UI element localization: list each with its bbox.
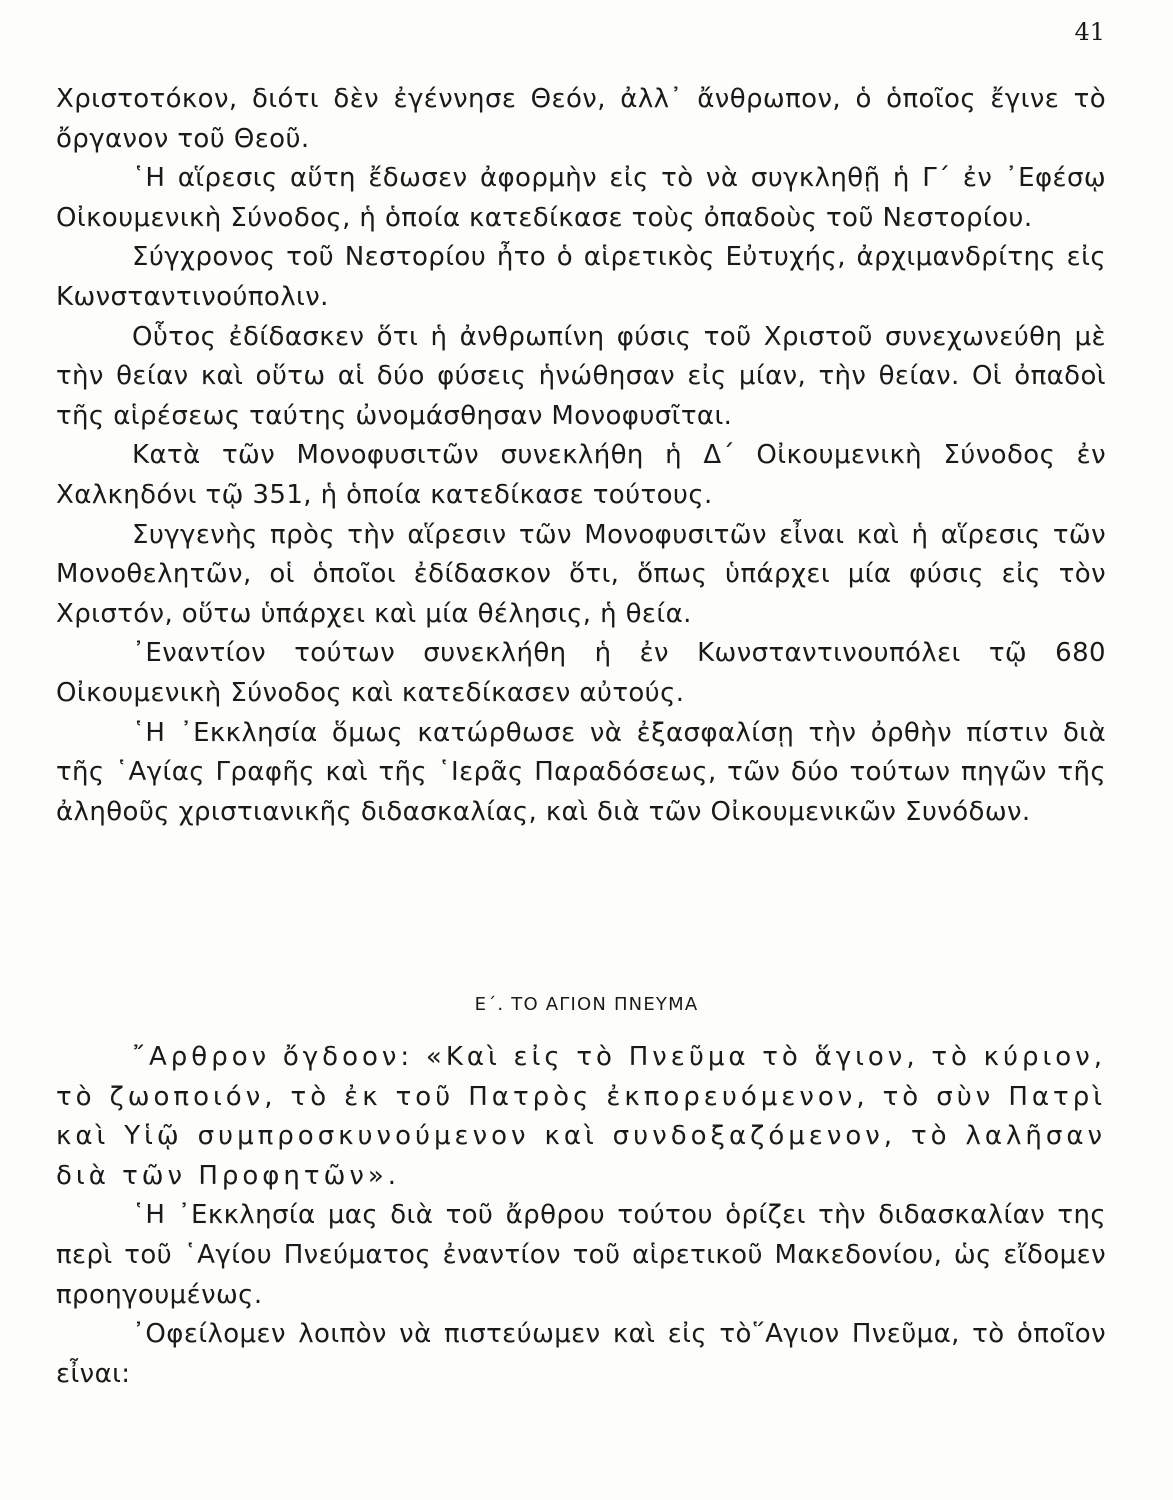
paragraph-macedonius: ῾Η ᾽Εκκλησία μας διὰ τοῦ ἄρθρου τούτου ὁρίζει τὴν διδασκαλίαν της περὶ τοῦ ῾Αγίου Πνεύματος ἐναντίον τοῦ αἱρετικοῦ Μακεδονίου, ὡς εἴδομεν προηγουμένως. — [56, 1200, 1106, 1310]
paragraph-third-council: ῾Η αἵρεσις αὕτη ἔδωσεν ἀφορμὴν εἰς τὸ νὰ συγκληθῇ ἡ Γ´ ἐν ᾽Εφέσῳ Οἰκουμενικὴ Σύνοδος, ἡ ὁποία κατεδίκασε τοὺς ὀπαδοὺς τοῦ Νεστορίου. — [56, 163, 1106, 233]
page-number: 41 — [1074, 18, 1105, 46]
paragraph-belief-holy-spirit: ᾽Οφείλομεν λοιπὸν νὰ πιστεύωμεν καὶ εἰς τὸ῞Αγιον Πνεῦμα, τὸ ὁποῖον εἶναι: — [56, 1319, 1106, 1389]
paragraph-monophysites: Οὗτος ἐδίδασκεν ὅτι ἡ ἀνθρωπίνη φύσις τοῦ Χριστοῦ συνεχωνεύθη μὲ τὴν θείαν καὶ οὕτω αἱ δύο φύσεις ἡνώθησαν εἰς μίαν, τὴν θείαν. Οἱ ὀπαδοὶ τῆς αἱρέσεως ταύτης ὠνομάσθησαν Μονοφυσῖται. — [56, 321, 1106, 431]
paragraph-eutyches: Σύγχρονος τοῦ Νεστορίου ἦτο ὁ αἱρετικὸς Εὐτυχής, ἀρχιμανδρίτης εἰς Κωνσταντινούπολιν. — [56, 242, 1106, 312]
paragraph-constantinople-council: ᾽Εναντίον τούτων συνεκλήθη ἡ ἐν Κωνσταντινουπόλει τῷ 680 Οἰκουμενικὴ Σύνοδος καὶ κατεδίκασεν αὐτούς. — [56, 638, 1106, 708]
paragraph-fourth-council: Κατὰ τῶν Μονοφυσιτῶν συνεκλήθη ἡ Δ´ Οἰκουμενικὴ Σύνοδος ἐν Χαλκηδόνι τῷ 351, ἡ ὁποία κατεδίκασε τούτους. — [56, 440, 1106, 510]
paragraph-christotokos: Χριστοτόκον, διότι δὲν ἐγέννησε Θεόν, ἀλλ᾽ ἄνθρωπον, ὁ ὁποῖος ἔγινε τὸ ὄργανον τοῦ Θεοῦ. — [56, 84, 1106, 154]
paragraph-monothelites: Συγγενὴς πρὸς τὴν αἵρεσιν τῶν Μονοφυσιτῶν εἶναι καὶ ἡ αἵρεσις τῶν Μονοθελητῶν, οἱ ὁποῖοι ἐδίδασκον ὅτι, ὅπως ὑπάρχει μία φύσις εἰς τὸν Χριστόν, οὕτω ὑπάρχει καὶ μία θέλησις, ἡ θεία. — [56, 519, 1106, 629]
body-text-lower — [56, 1038, 1106, 1394]
paragraph-article-eight: ῎Αρθρον ὄγδοον: «Καὶ εἰς τὸ Πνεῦμα τὸ ἅγιον, τὸ κύριον, τὸ ζωοποιόν, τὸ ἐκ τοῦ Πατρὸς ἐκπορευόμενον, τὸ σὺν Πατρὶ καὶ Υἱῷ συμπροσκυνούμενον καὶ συνδοξαζόμενον, τὸ λαλῆσαν διὰ τῶν Προφητῶν». — [56, 1042, 1106, 1191]
body-text-upper — [56, 80, 1106, 832]
section-heading: Ε΄. ΤΟ ΑΓΙΟΝ ΠΝΕΥΜΑ — [474, 994, 699, 1015]
paragraph-church-faith: ῾Η ᾽Εκκλησία ὅμως κατώρθωσε νὰ ἐξασφαλίσῃ τὴν ὀρθὴν πίστιν διὰ τῆς ῾Αγίας Γραφῆς καὶ τῆς ῾Ιερᾶς Παραδόσεως, τῶν δύο τούτων πηγῶν τῆς ἀληθοῦς χριστιανικῆς διδασκαλίας, καὶ διὰ τῶν Οἰκουμενικῶν Συνόδων. — [56, 717, 1106, 827]
